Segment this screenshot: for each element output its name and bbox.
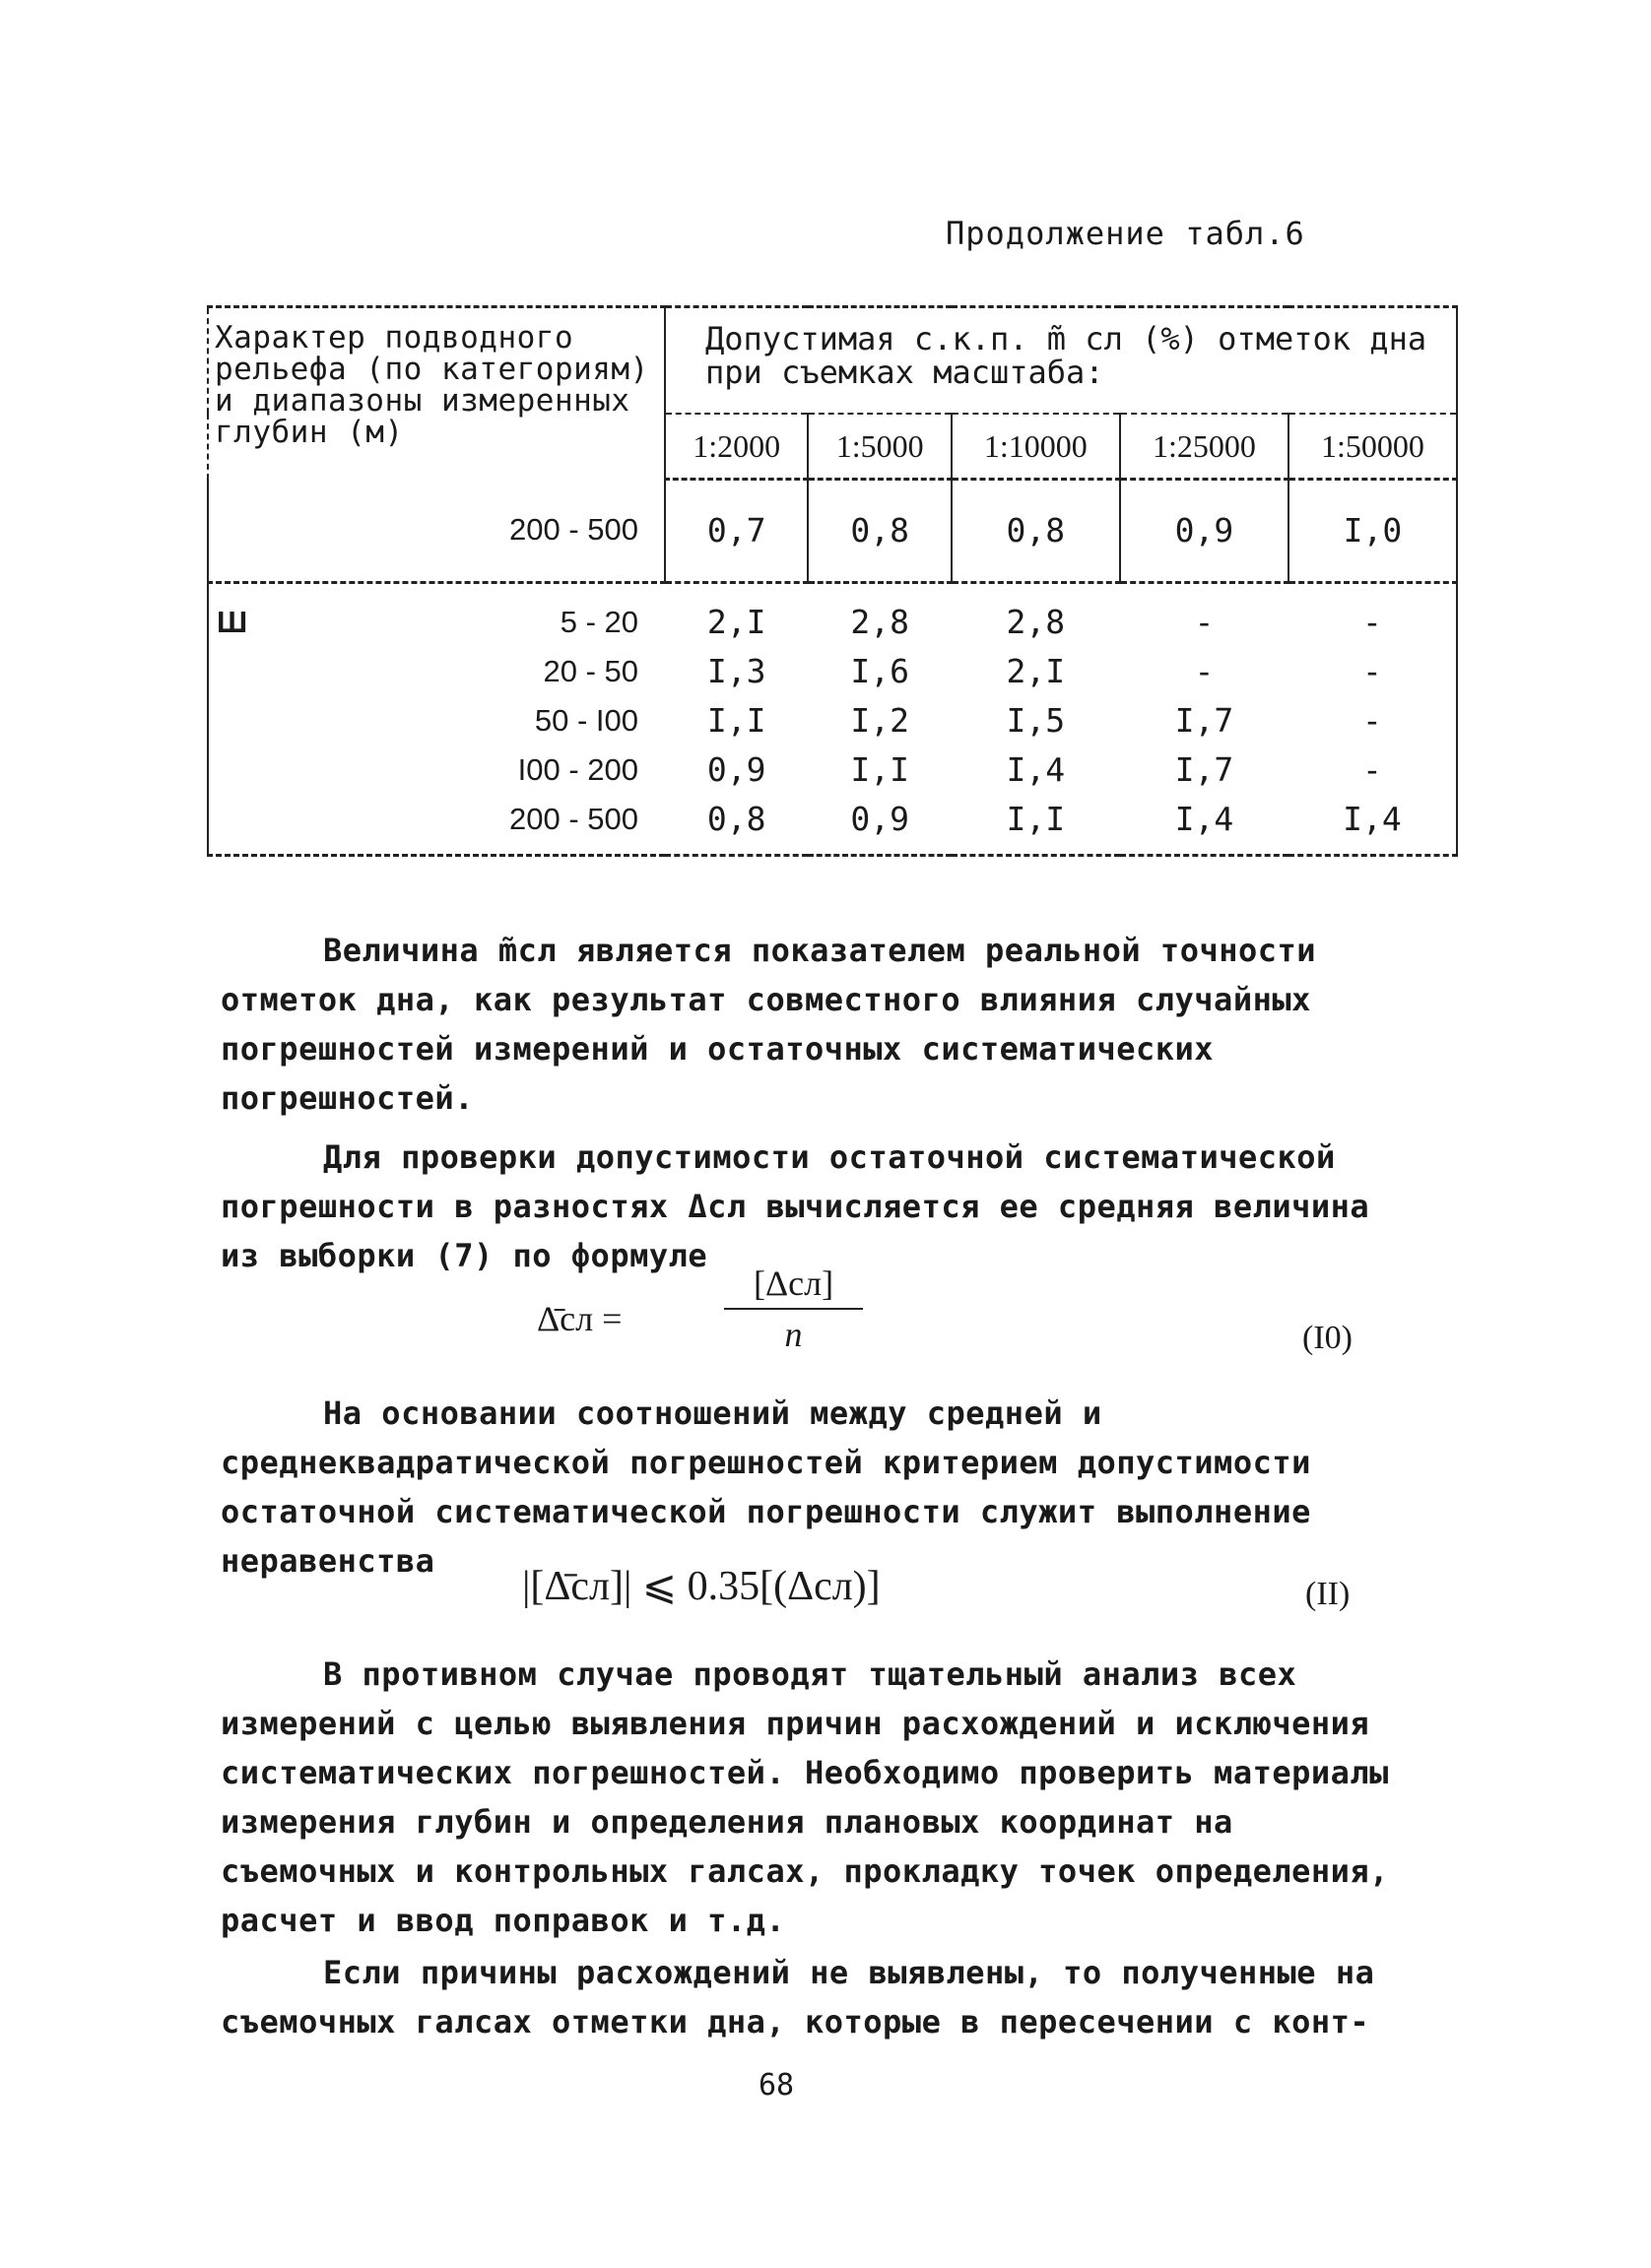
- value-cell: I,I: [850, 750, 909, 789]
- header-scale-4: 1:25000: [1120, 414, 1288, 480]
- paragraph-5: Если причины расхождений не выявлены, то полученные на съемочных галсах отметки дна, которые в пересечении с конт-: [221, 1954, 1375, 2041]
- value-cell: I,I: [706, 701, 766, 740]
- value-cell: I,7: [1174, 750, 1234, 789]
- paragraph-3: На основании соотношений между средней и среднеквадратической погрешностей критерием допустимости остаточной систематической погрешности служит выполнение неравенства: [221, 1394, 1311, 1580]
- header-scale-3: 1:10000: [952, 414, 1120, 480]
- value-cell: -: [1194, 652, 1215, 690]
- header-allowed-error: Допустимая с.к.п. m̃ сл (%) отметок дна при съемках масштаба:: [665, 307, 1457, 415]
- value-cell: 2,I: [706, 603, 766, 641]
- paragraph-4: В противном случае проводят тщательный анализ всех измерений с целью выявления причин расхождений и исключения систематических погрешностей. Необходимо проверить материалы измерения глубин и определения плановых координат на съемочных и контрольных галсах, прокладку точек определения, расчет и ввод поправок и т.д.: [221, 1655, 1389, 1939]
- depth-range-cell: 50 - I00: [208, 696, 665, 745]
- table-row: [208, 696, 1457, 745]
- value-cell: I,5: [1006, 701, 1066, 740]
- value-cell: -: [1288, 647, 1457, 696]
- category-label: Ш: [217, 605, 248, 639]
- value-cell: 0,7: [665, 480, 808, 583]
- table-row: [208, 745, 1457, 795]
- value-cell: I,4: [1288, 795, 1457, 856]
- value-cell: 2,I: [1006, 652, 1066, 690]
- equation-number-11: (II): [1305, 1576, 1351, 1612]
- value-cell: I,6: [850, 652, 909, 690]
- table-row: [208, 795, 1457, 856]
- value-cell: I,7: [1174, 701, 1234, 740]
- table-row: [208, 480, 1457, 583]
- formula-10-fraction: [724, 1263, 863, 1355]
- depth-range-cell: 20 - 50: [208, 647, 665, 696]
- value-cell: 0,9: [808, 795, 951, 856]
- value-cell: 0,9: [1120, 480, 1288, 583]
- value-cell: I,2: [850, 701, 909, 740]
- page-number: 68: [759, 2068, 795, 2103]
- value-cell: 2,8: [1006, 603, 1066, 641]
- value-cell: -: [1288, 583, 1457, 648]
- depth-range-cell: Ш 5 - 20: [208, 583, 665, 648]
- value-cell: 0,8: [952, 480, 1120, 583]
- value-cell: -: [1288, 696, 1457, 745]
- formula-10-lhs: Δ̄сл =: [537, 1299, 623, 1338]
- value-cell: 2,8: [850, 603, 909, 641]
- paragraph-1: Величина m̃сл является показателем реальной точности отметок дна, как результат совместного влияния случайных погрешностей измерений и остаточных систематических погрешностей.: [221, 932, 1317, 1117]
- equation-number-10: (I0): [1302, 1320, 1353, 1356]
- header-relief-character: Характер подводного рельефа (по категориям) и диапазоны измеренных глубин (м): [208, 307, 665, 480]
- depth-range-cell: 200 - 500: [208, 480, 665, 583]
- value-cell: 0,8: [808, 480, 951, 583]
- table-row: [208, 647, 1457, 696]
- depth-range-cell: 200 - 500: [208, 795, 665, 856]
- header-scale-1: 1:2000: [665, 414, 808, 480]
- value-cell: -: [1288, 745, 1457, 795]
- table-row: [208, 583, 1457, 648]
- value-cell: 0,9: [706, 750, 766, 789]
- value-cell: -: [1194, 603, 1215, 641]
- formula-10-numerator: [Δсл]: [724, 1263, 863, 1310]
- value-cell: I,4: [1006, 750, 1066, 789]
- formula-10-denominator: n: [784, 1315, 803, 1354]
- accuracy-table: [207, 305, 1458, 857]
- value-cell: I,I: [952, 795, 1120, 856]
- value-cell: 0,8: [665, 795, 808, 856]
- header-scale-2: 1:5000: [808, 414, 951, 480]
- value-cell: I,3: [706, 652, 766, 690]
- depth-range-cell: I00 - 200: [208, 745, 665, 795]
- table-caption: Продолжение табл.6: [946, 215, 1305, 252]
- accuracy-table-grid: [207, 305, 1458, 857]
- paragraph-2: Для проверки допустимости остаточной систематической погрешности в разностях Δсл вычисляется ее средняя величина из выборки (7) по формуле: [221, 1138, 1370, 1274]
- header-scale-5: 1:50000: [1288, 414, 1457, 480]
- value-cell: I,4: [1120, 795, 1288, 856]
- formula-11: |[Δ̄сл]| ⩽ 0.35[(Δсл)]: [522, 1564, 881, 1609]
- value-cell: I,0: [1288, 480, 1457, 583]
